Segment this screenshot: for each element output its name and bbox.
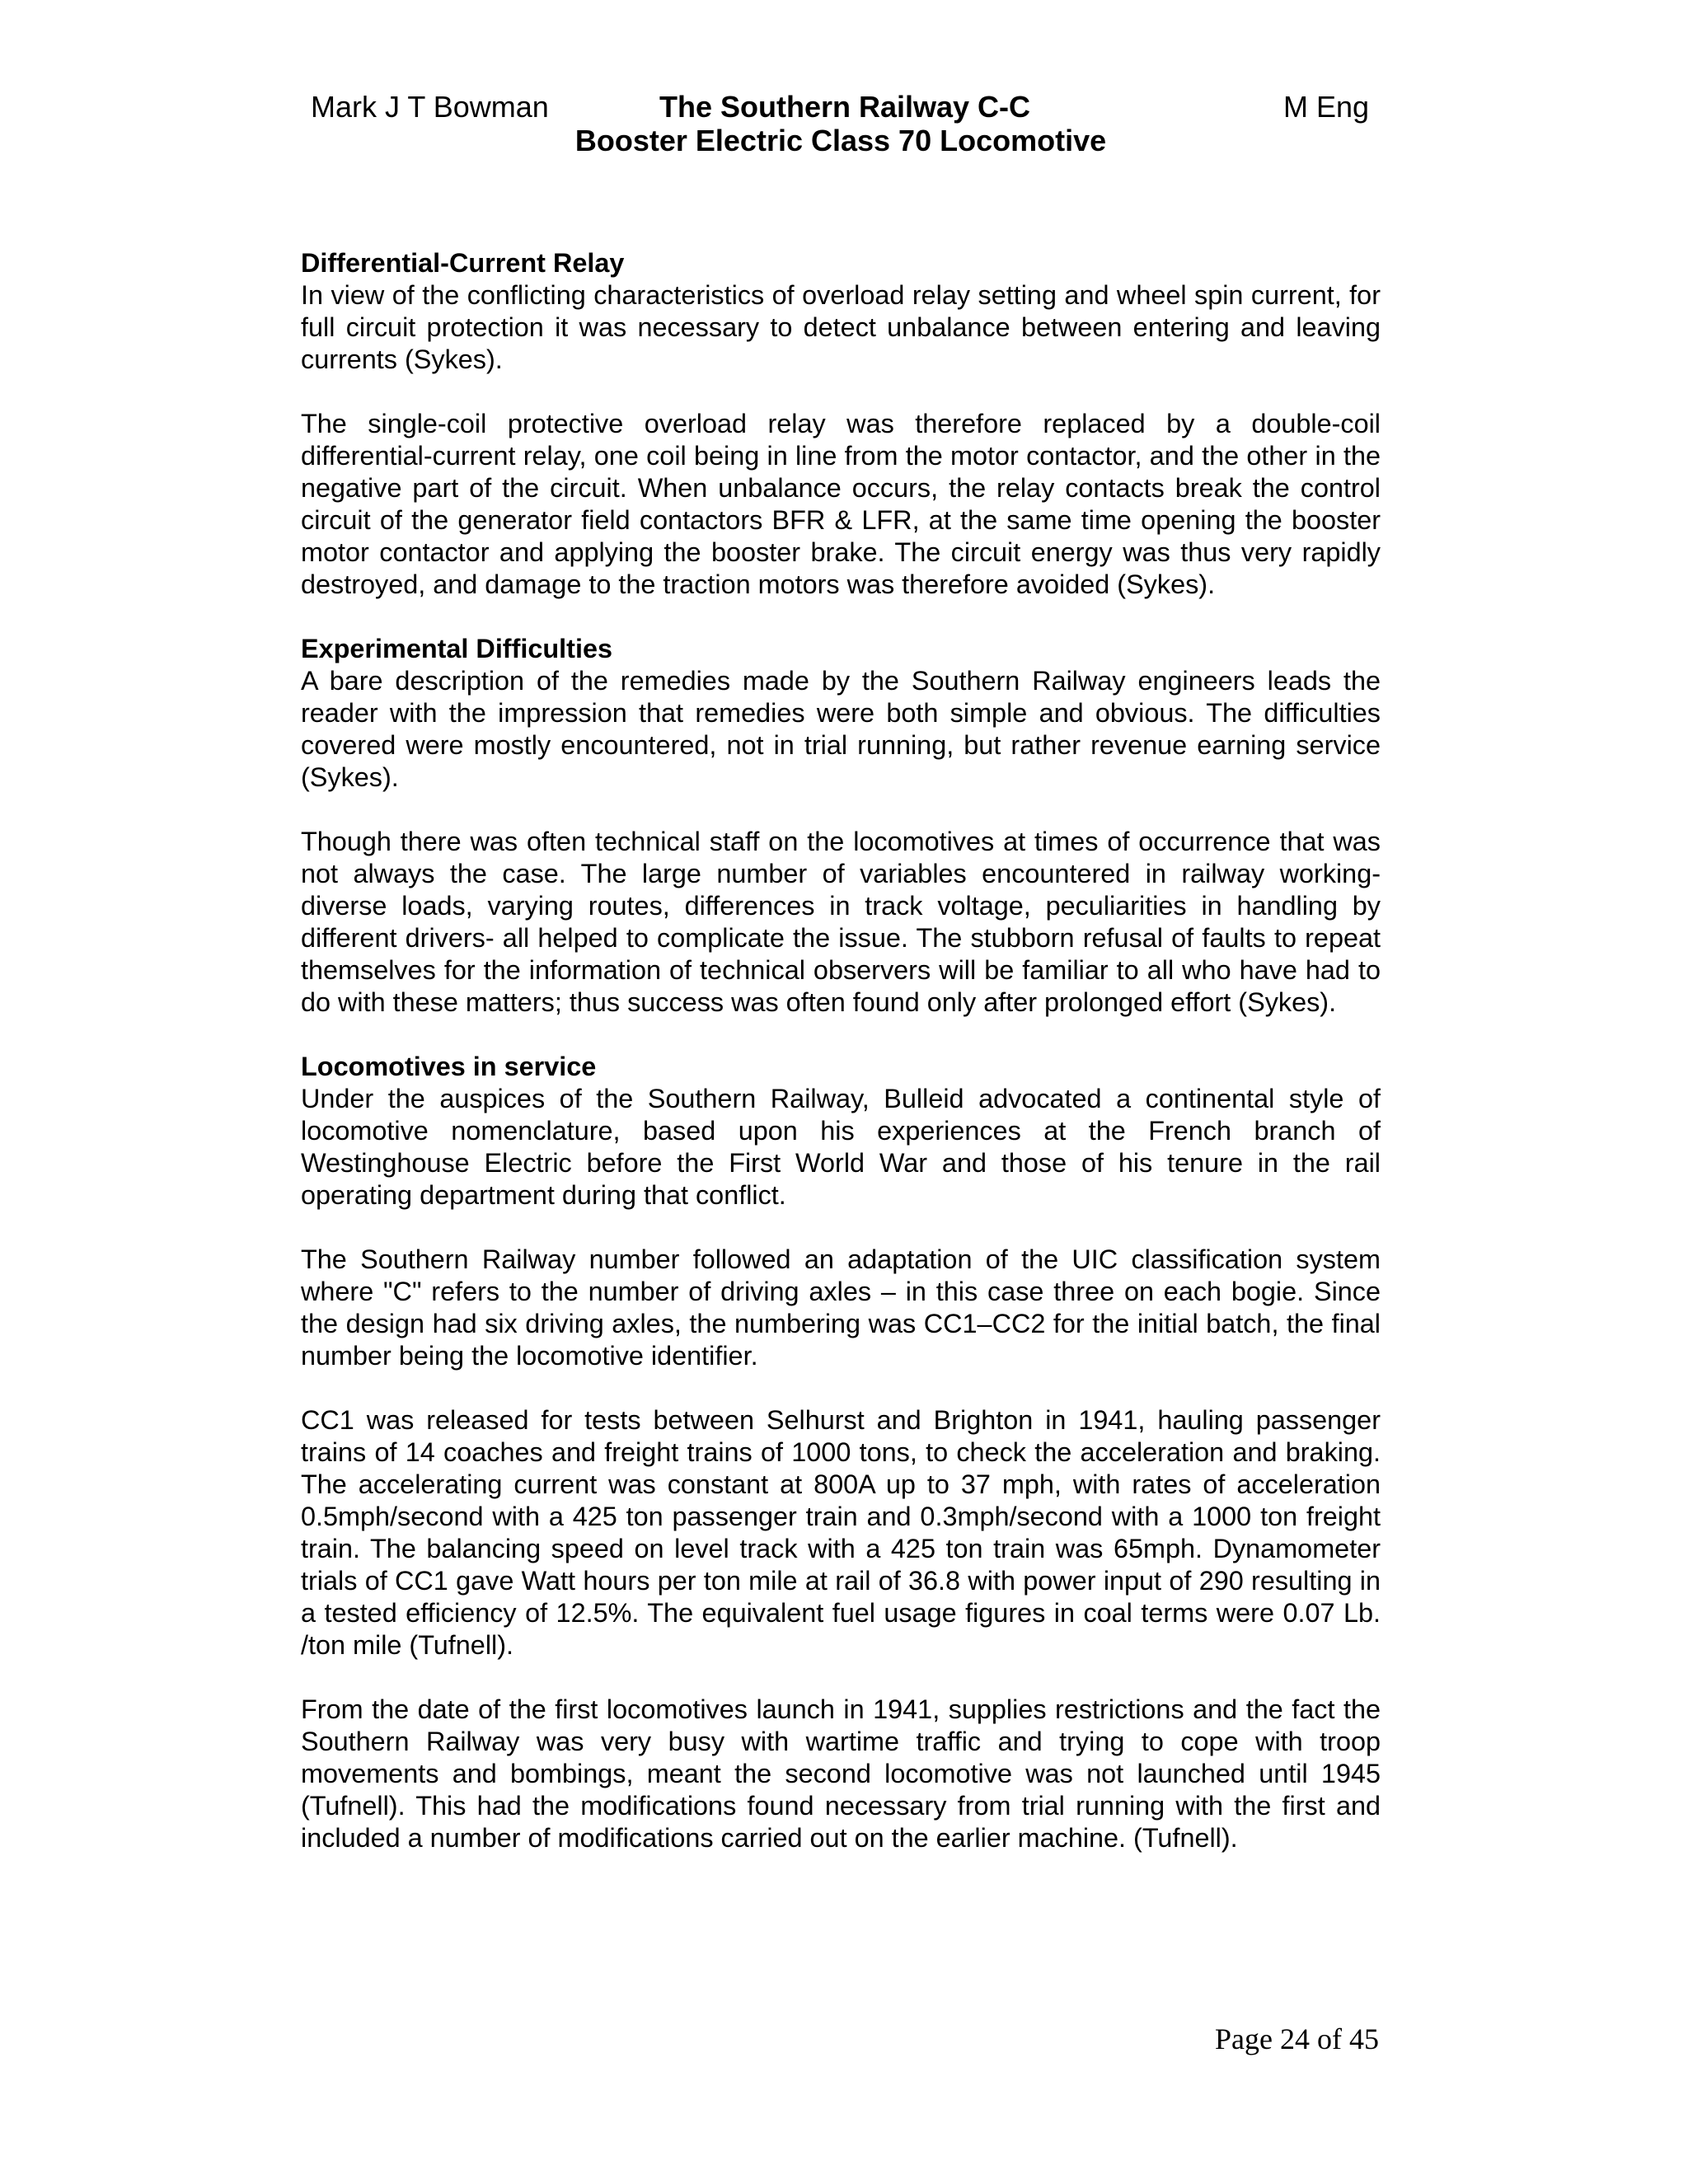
header-author: Mark J T Bowman: [311, 90, 549, 124]
header-title: [301, 90, 1381, 157]
section-heading: Experimental Difficulties: [301, 634, 612, 663]
page-number: Page 24 of 45: [1215, 2022, 1379, 2055]
header-title-line1: The Southern Railway C-C: [659, 90, 1031, 124]
paragraph: Under the auspices of the Southern Railway, Bulleid advocated a continental style of locomotive nomenclature, based upon his experiences at the French branch of Westinghouse Electric before the First World War and those of his tenure in the rail operating department during that conflict.: [301, 1084, 1381, 1210]
paragraph: The Southern Railway number followed an adaptation of the UIC classification system where "C" refers to the number of driving axles – in this case three on each bogie. Since the design had six driving axles, the numbering was CC1–CC2 for the initial batch, the final number being the locomotive identifier.: [301, 1244, 1381, 1371]
page-header: [301, 87, 1381, 169]
paragraph: The single-coil protective overload relay was therefore replaced by a double-coil differential-current relay, one coil being in line from the motor contactor, and the other in the negative part of the circuit. When unbalance occurs, the relay contacts break the control circuit of the generator field contactors BFR & LFR, at the same time opening the booster motor contactor and applying the booster brake. The circuit energy was thus very rapidly destroyed, and damage to the traction motors was therefore avoided (Sykes).: [301, 409, 1381, 599]
paragraph: CC1 was released for tests between Selhurst and Brighton in 1941, hauling passenger trains of 14 coaches and freight trains of 1000 tons, to check the acceleration and braking. The accelerating current was constant at 800A up to 37 mph, with rates of acceleration 0.5mph/second with a 425 ton passenger train and 0.3mph/second with a 1000 ton freight train. The balancing speed on level track with a 425 ton train was 65mph. Dynamometer trials of CC1 gave Watt hours per ton mile at rail of 36.8 with power input of 290 resulting in a tested efficiency of 12.5%. The equivalent fuel usage figures in coal terms were 0.07 Lb. /ton mile (Tufnell).: [301, 1405, 1381, 1660]
section-heading: Locomotives in service: [301, 1052, 597, 1081]
header-degree: M Eng: [1282, 90, 1369, 124]
section-experimental-difficulties: [301, 633, 1381, 1019]
section-locomotives-in-service: [301, 1051, 1381, 1854]
paragraph: In view of the conflicting characteristics of overload relay setting and wheel spin current, for full circuit protection it was necessary to detect unbalance between entering and leaving currents (Sykes).: [301, 280, 1381, 374]
paragraph: A bare description of the remedies made by the Southern Railway engineers leads the reader with the impression that remedies were both simple and obvious. The difficulties covered were mostly encountered, not in trial running, but rather revenue earning service (Sykes).: [301, 666, 1381, 792]
body-content: [301, 247, 1381, 1886]
paragraph: Though there was often technical staff on the locomotives at times of occurrence that was not always the case. The large number of variables encountered in railway working- diverse loads, varying routes, differences in track voltage, peculiarities in handling by different drivers- all helped to complicate the issue. The stubborn refusal of faults to repeat themselves for the information of technical observers will be familiar to all who have had to do with these matters; thus success was often found only after prolonged effort (Sykes).: [301, 827, 1381, 1017]
paragraph: From the date of the first locomotives launch in 1941, supplies restrictions and the fact the Southern Railway was very busy with wartime traffic and trying to cope with troop movements and bombings, meant the second locomotive was not launched until 1945 (Tufnell). This had the modifications found necessary from trial running with the first and included a number of modifications carried out on the earlier machine. (Tufnell).: [301, 1694, 1381, 1853]
section-differential-current-relay: [301, 247, 1381, 601]
header-title-line2: Booster Electric Class 70 Locomotive: [574, 124, 1107, 157]
section-heading: Differential-Current Relay: [301, 248, 625, 278]
